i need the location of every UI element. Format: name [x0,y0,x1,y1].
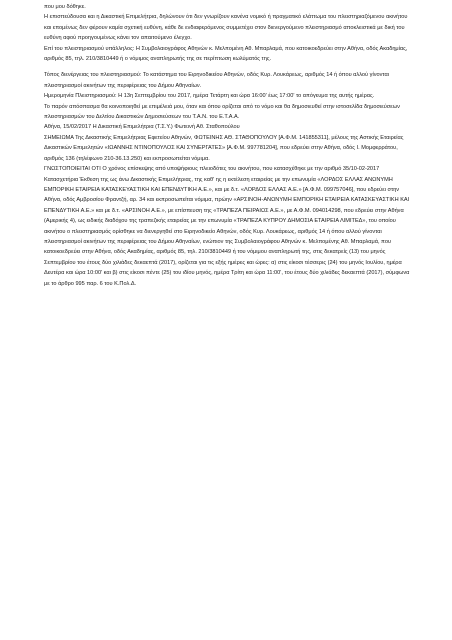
paragraph-closing-line: που μου δόθηκε. [44,4,86,10]
paragraph-auction-venue: Τόπος διενέργειας του πλειστηριασμού: Το κατάστημα του Ειρηνοδικείου Αθηνών, οδός Κυρ. Λουκάρεως, αριθμός 14 ή όπου αλλού γίνονται πλειστηριασμοί ακινήτων της περιφέρειας του Δήμου Αθηναίων. [44,72,390,89]
paragraph-publication-notice: Το παρόν απόσπασμα θα κοινοποιηθεί με επιμέλειά μου, όταν και όπου ορίζεται από το νόμο και θα δημοσιευθεί στην ιστοσελίδα δημοσιεύσεων πλειστηριασμών του Δελτίου Δικαστικών Δημοσιεύσεων του Τ.Α.Ν. του Ε.Τ.Α.Α. [44,103,400,121]
paragraph-auction-date: Ημερομηνία Πλειστηριασμού: Η 13η Σεπτεμβρίου του 2017, ημέρα Τετάρτη και ώρα 16:00' έως 17:00' το απόγευμα της αυτής ημέρας. [44,93,375,100]
paragraph-signature-line: Αθήνα, 15/02/2017 Η Δικαστική Επιμελήτρια (Τ.Σ.Υ.) Φωτεινή Αθ. Σταθοπούλου [44,124,240,131]
paragraph-auction-officer: Επί του πλειστηριασμού υπάλληλος: Η Συμβολαιογράφος Αθηνών κ. Μελπομένη Αθ. Μπαρλαμά, που κατοικοεδρεύει στην Αθήνα, οδός Ακαδημίας, αριθμός 85, τηλ. 210/3810449 ή ο νόμιμος αναπληρωτής της σε περίπτωση κωλύματός της. [44,45,408,63]
paragraph-visit-schedule: ΓΝΩΣΤΟΠΟΙΕΙΤΑΙ ΟΤΙ Ο χρόνος επίσκεψης από υποψήφιους πλειοδότες του ακινήτου, που κατασχέθηκε με την αριθμό 35/10-02-2017 Κατασχετήρια Έκθεση της ως άνω Δικαστικής Επιμελήτριας, της καθ' ης η εκτέλεση εταιρείας με την επωνυμία «ΛΟΡΔΟΣ ΕΛΛΑΣ ΑΝΩΝΥΜΗ ΕΜΠΟΡΙΚΗ ΕΤΑΙΡΕΙΑ ΚΑΤΑΣΚΕΥΑΣΤΙΚΗ ΚΑΙ ΕΠΕΝΔΥΤΙΚΗ Α.Ε.», και με δ.τ. «ΛΟΡΔΟΣ ΕΛΛΑΣ Α.Ε.» [Α.Φ.Μ. 099757046], που εδρεύει στην Αθήνα, οδός Αμβροσίου Φραντζή, αρ. 34 και εκπροσωπείται νόμιμα, πρώην «ΑΡΣΙΝΟΗ-ΑΝΩΝΥΜΗ ΕΜΠΟΡΙΚΗ ΕΤΑΙΡΕΙΑ ΚΑΤΑΣΚΕΥΑΣΤΙΚΗ ΚΑΙ ΕΠΕΝΔΥΤΙΚΗ Α.Ε.» και με δ.τ. «ΑΡΣΙΝΟΗ Α.Ε.», με επίσπευση της «ΤΡΑΠΕΖΑ ΠΕΙΡΑΙΩΣ Α.Ε.», με Α.Φ.Μ. 094014298, που εδρεύει στην Αθήνα (Αμερικής 4), ως ειδικής διαδόχου της τραπεζικής εταιρείας με την επωνυμία «ΤΡΑΠΕΖΑ ΚΥΠΡΟΥ ΔΗΜΟΣΙΑ ΕΤΑΙΡΕΙΑ ΛΙΜΙΤΕΔ», του οποίου ακινήτου ο πλειστηριασμός ορίσθηκε να διενεργηθεί στο Ειρηνοδικείο Αθηνών, οδός Κυρ. Λουκάρεως, αριθμός 14 ή όπου αλλού γίνονται πλειστηριασμοί ακινήτων της περιφέρειας του Δήμου Αθηναίων, ενώπιον της Συμβολαιογράφου Αθηνών κ. Μελπομένης Αθ. Μπαρλαμά, που κατοικοεδρεύει στην Αθήνα, οδός Ακαδημίας, αριθμός 85, τηλ. 210/3810449 ή του νόμιμου αναπληρωτή της, στις δεκατρείς (13) του μηνός Σεπτεμβρίου του έτους δύο χιλιάδες δεκαεπτά (2017), ορίζεται για τις εξής ημέρες και ώρες: α) στις είκοσι τέσσερις (24) του μηνός Ιουλίου, ημέρα Δευτέρα και ώρα 10:00' και β) στις είκοσι πέντε (25) του ιδίου μηνός, ημέρα Τρίτη και ώρα 11:00', του έτους δύο χιλιάδες δεκαεπτά (2017), σύμφωνα με το άρθρο 995 παρ. 6 του Κ.Πολ.Δ. [44,166,410,287]
paragraph-liability-disclaimer: Η επισπεύδουσα και η Δικαστική Επιμελήτρια, δηλώνουν ότι δεν γνωρίζουν κανένα νομικό ή πραγματικό ελάττωμα του πλειστηριαζόμενου ακινήτου και επομένως δεν φέρουν καμία σχετική ευθύνη, κάθε δε ενδιαφερόμενος συμμετέχει στον διενεργούμενο πλειστηριασμό αποκλειστικά με δική του ευθύνη αφού προηγουμένως κάνει τον απαιτούμενο έλεγχο. [44,14,408,42]
paragraph-memo-header: ΣΗΜΕΙΩΜΑ Της Δικαστικής Επιμελήτριας Εφετείου Αθηνών, ΦΩΤΕΙΝΗΣ ΑΘ. ΣΤΑΘΟΠΟΥΛΟΥ [Α.Φ.Μ. 141855311], μέλους της Αστικής Εταιρείας Δικαστικών Επιμελητών «ΙΩΑΝΝΗΣ ΝΤΙΝΟΠΟΥΛΟΣ ΚΑΙ ΣΥΝΕΡΓΑΤΕΣ» [Α.Φ.Μ. 997781204], που εδρεύει στην Αθήνα, οδός Ι. Μομφερράτου, αριθμός 136 (τηλέφωνο 210-36.13.250) και εκπροσωπείται νόμιμα. [44,134,404,162]
